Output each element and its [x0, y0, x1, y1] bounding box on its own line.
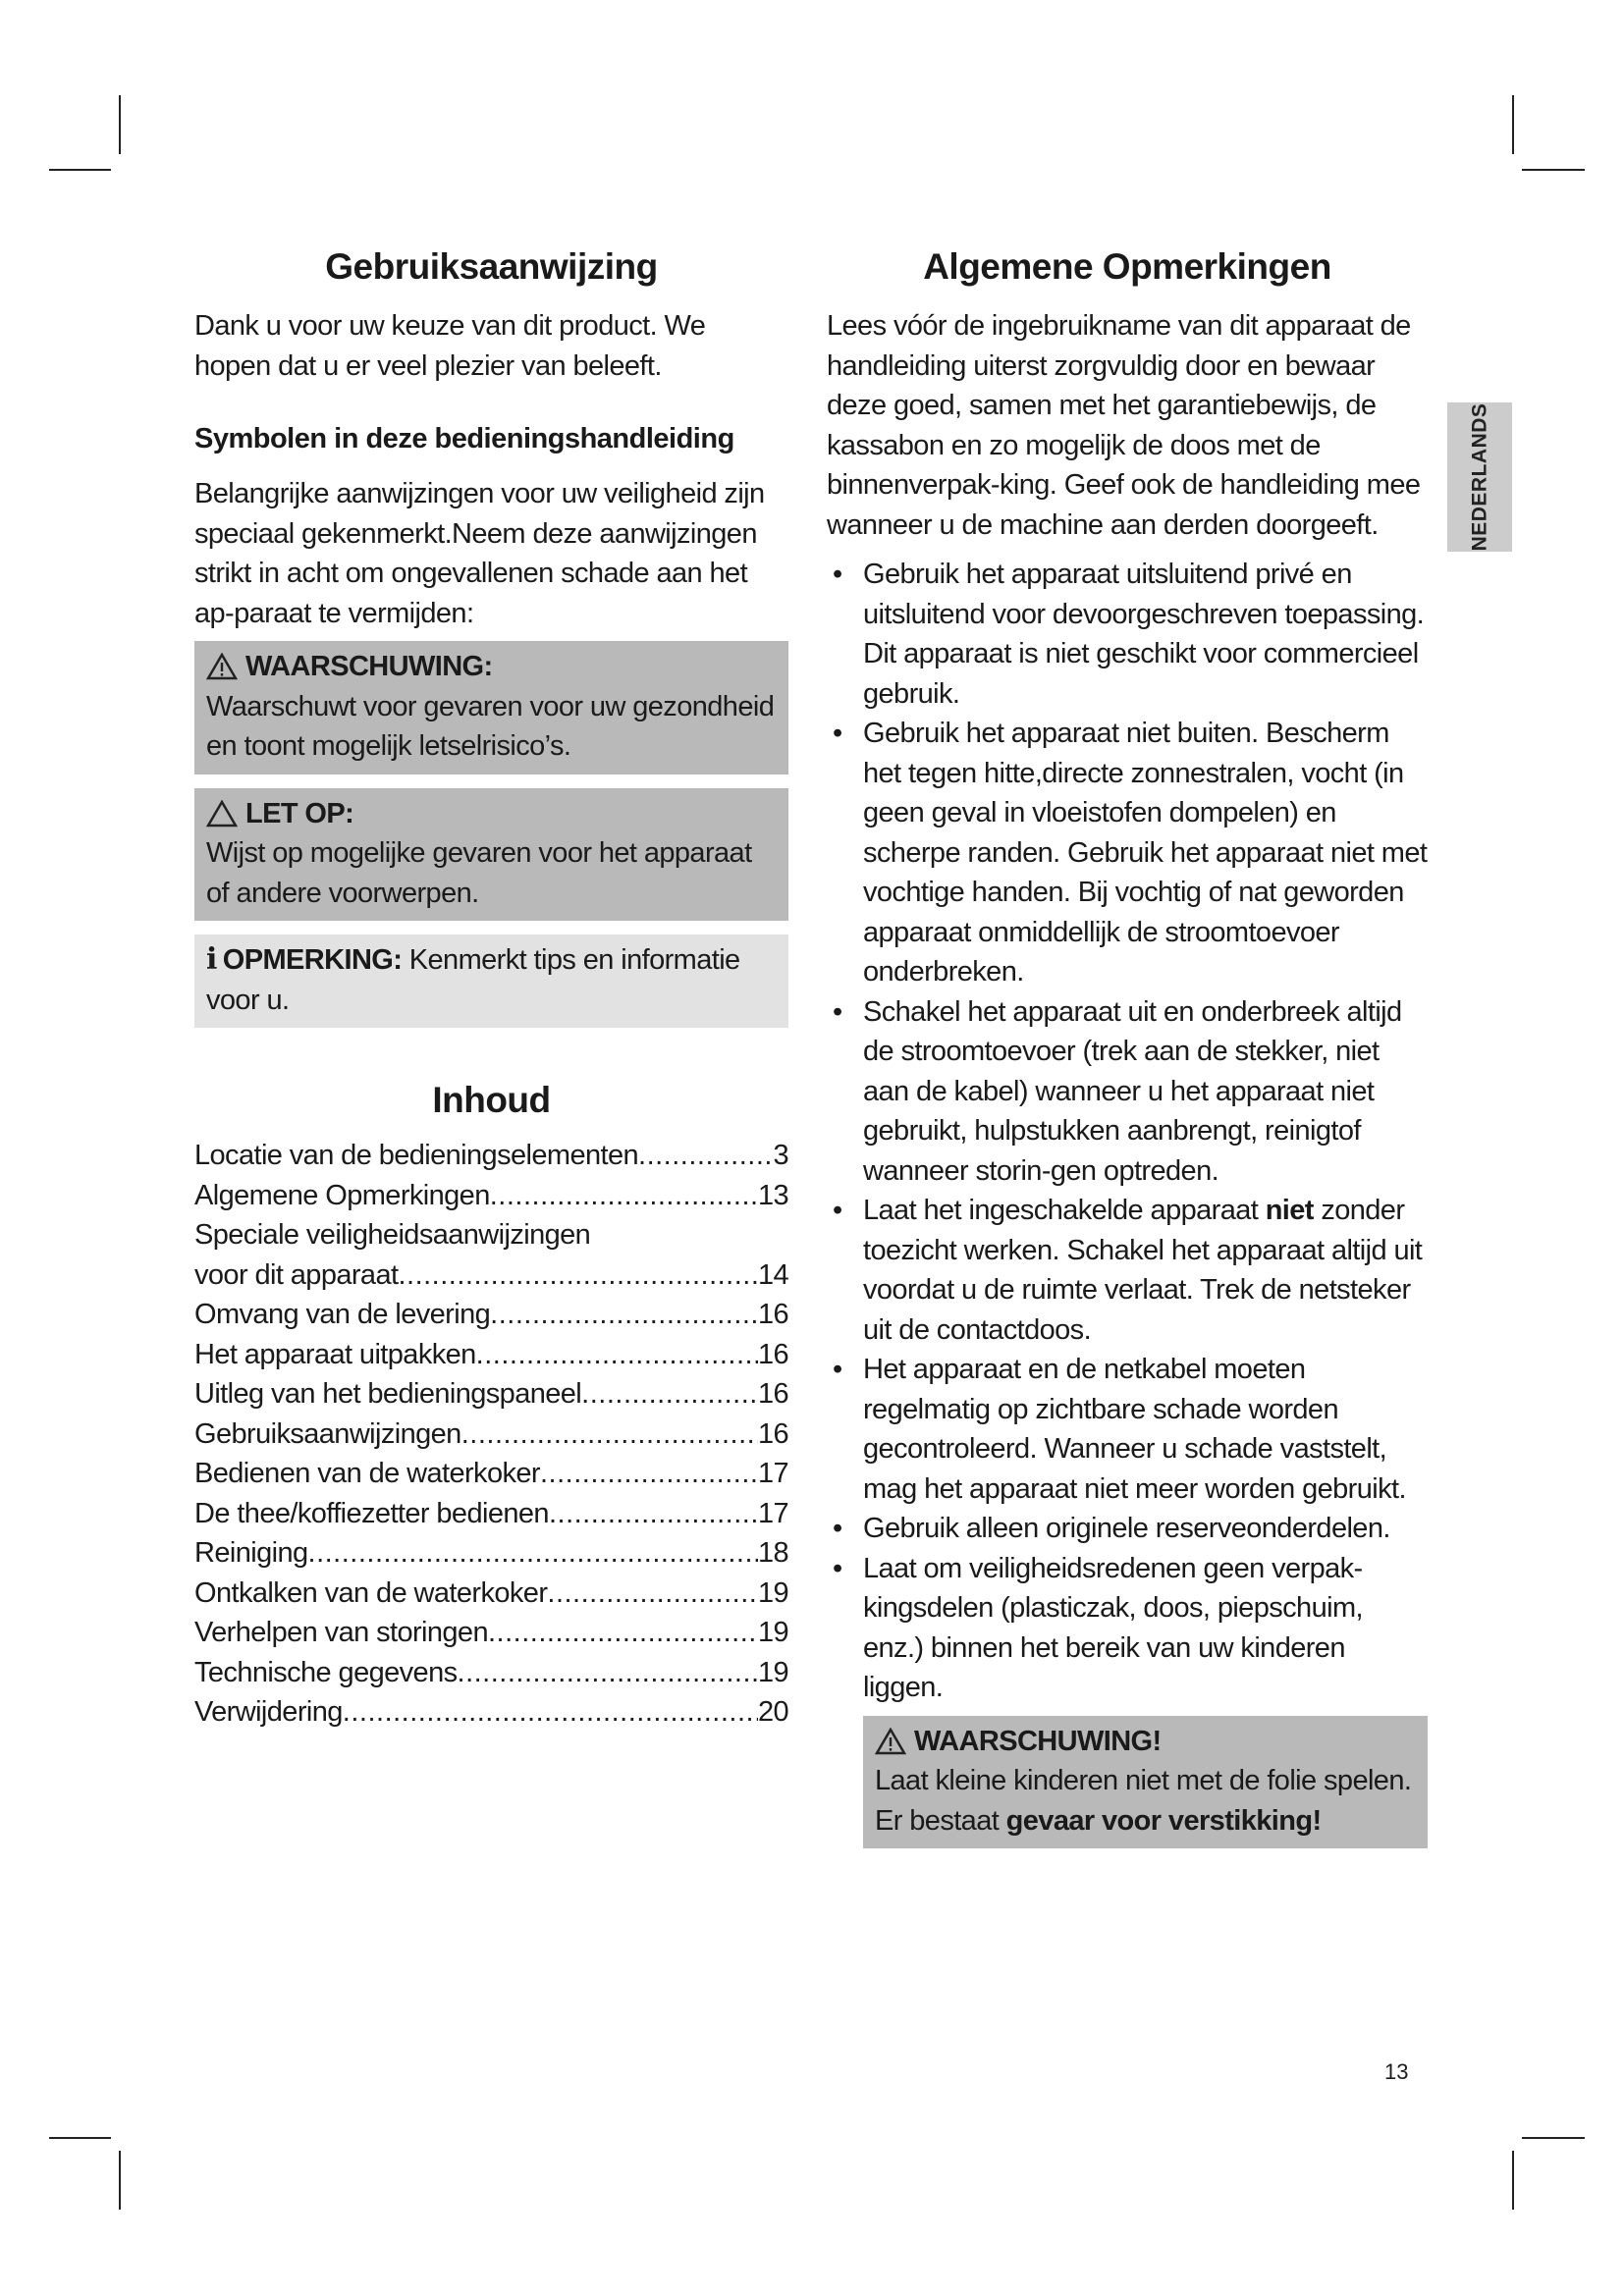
crop-mark — [119, 2151, 121, 2210]
left-column — [194, 245, 788, 1733]
caution-box — [194, 788, 788, 922]
crop-mark — [119, 95, 121, 154]
toc-entry: Speciale veiligheidsaanwijzingen — [194, 1219, 591, 1251]
list-item: • Laat het ingeschakelde apparaat niet zonder toezicht werken. Schakel het apparaat altijd uit voordat u de ruimte verlaat. Trek de netsteker uit de contactdoos. — [833, 1195, 1423, 1346]
list-item: • Het apparaat en de netkabel moeten regelmatig op zichtbare schade worden gecontroleerd. Wanneer u schade vaststelt, mag het apparaat niet meer worden gebruikt. — [833, 1354, 1406, 1505]
note-text: Kenmerkt tips en informatie voor u. — [206, 944, 740, 1016]
caution-title: LET OP: — [245, 797, 354, 829]
toc-entry: De thee/koffiezetter bedienen ..... 17 — [194, 1494, 788, 1534]
symbols-heading: Symbolen in deze bedieningshandleiding — [194, 423, 734, 454]
warning-box-title — [206, 647, 777, 687]
warning-box — [194, 641, 788, 774]
note-box — [194, 934, 788, 1028]
crop-mark — [1522, 2137, 1585, 2139]
toc-entry: Verwijdering ..... 20 — [194, 1692, 788, 1733]
toc-entry: Ontkalken van de waterkoker ..... 19 — [194, 1574, 788, 1614]
warning-icon — [206, 653, 238, 680]
choking-warning-box — [863, 1716, 1428, 1849]
warning-icon — [875, 1728, 906, 1755]
list-item: • Schakel het apparaat uit en onderbreek altijd de stroomtoevoer (trek aan de stekker, niet aan de kabel) wanneer u het apparaat niet gebruikt, hulpstukken aanbrengt, reinigtof wanneer storin-gen optreden. — [833, 995, 1402, 1187]
list-item: • Gebruik het apparaat uitsluitend privé en uitsluitend voor devoorgeschreven toepassing. Dit apparaat is niet geschikt voor commercieel gebruik. — [833, 559, 1425, 710]
caution-text: Wijst op mogelijke gevaren voor het apparaat of andere voorwerpen. — [206, 837, 752, 909]
toc-entry: voor dit apparaat ..... 14 — [194, 1255, 788, 1296]
safety-list — [827, 555, 1428, 1708]
language-tab-label: NEDERLANDS — [1468, 402, 1490, 552]
toc-entry: Uitleg van het bedieningspaneel ..... 16 — [194, 1374, 788, 1415]
language-tab — [1447, 402, 1512, 552]
intro-text: Dank u voor uw keuze van dit product. We hopen dat u er veel plezier van beleeft. — [194, 310, 706, 382]
choking-warning-title-row — [875, 1722, 1416, 1762]
page-number: 13 — [1384, 2059, 1409, 2084]
crop-mark — [49, 169, 111, 171]
toc-entry: Locatie van de bedieningselementen ..... 3 — [194, 1136, 788, 1176]
crop-mark — [1512, 95, 1514, 154]
section-title: Algemene Opmerkingen — [923, 246, 1331, 287]
table-of-contents — [194, 1136, 788, 1733]
choking-warning-text: Laat kleine kinderen niet met de folie spelen. Er bestaat gevaar voor verstikking! — [875, 1765, 1412, 1837]
caution-box-title — [206, 794, 777, 834]
info-icon: i — [206, 942, 217, 977]
toc-entry: Bedienen van de waterkoker ..... 17 — [194, 1454, 788, 1494]
crop-mark — [1522, 169, 1585, 171]
general-intro-text: Lees vóór de ingebruikname van dit apparaat de handleiding uiterst zorgvuldig door en bewaar deze goed, samen met het garantiebewijs, de kassabon en zo mogelijk de doos met de binnenverpak-king. Geef ook de handleiding mee wanneer u de machine aan derden doorgeeft. — [827, 310, 1421, 541]
list-item: • Laat om veiligheidsredenen geen verpak-kingsdelen (plasticzak, doos, piepschuim, enz.) binnen het bereik van uw kinderen liggen. — [833, 1552, 1363, 1703]
list-item: • Gebruik alleen originele reserveonderdelen. — [833, 1513, 1390, 1544]
toc-entry: Verhelpen van storingen ..... 19 — [194, 1613, 788, 1653]
list-item: • Gebruik het apparaat niet buiten. Bescherm het tegen hitte,directe zonnestralen, vocht (in geen geval in vloeistofen dompelen) en scherpe randen. Gebruik het apparaat niet met vochtige handen. Bij vochtig of nat geworden apparaat onmiddellijk de stroomtoevoer onderbreken. — [833, 718, 1428, 988]
symbols-text: Belangrijke aanwijzingen voor uw veiligheid zijn speciaal gekenmerkt.Neem deze aanwijzingen strikt in acht om ongevallenen schade aan het ap-paraat te vermijden: — [194, 478, 765, 629]
toc-entry: Gebruiksaanwijzingen ..... 16 — [194, 1415, 788, 1455]
right-column — [827, 245, 1428, 1848]
toc-title: Inhoud — [432, 1080, 551, 1120]
toc-entry: Omvang van de levering ..... 16 — [194, 1295, 788, 1335]
toc-entry: Technische gegevens ..... 19 — [194, 1653, 788, 1693]
toc-entry: Algemene Opmerkingen ..... 13 — [194, 1176, 788, 1216]
warning-title: WAARSCHUWING: — [245, 651, 493, 682]
caution-triangle-icon — [206, 800, 238, 828]
warning-text: Waarschuwt voor gevaren voor uw gezondheid en toont mogelijk letselrisico’s. — [206, 690, 775, 762]
toc-entry: Het apparaat uitpakken ..... 16 — [194, 1335, 788, 1375]
page-title: Gebruiksaanwijzing — [325, 246, 658, 287]
note-title: OPMERKING: — [222, 944, 403, 976]
crop-mark — [49, 2137, 111, 2139]
toc-entry: Reiniging ..... 18 — [194, 1533, 788, 1574]
crop-mark — [1512, 2151, 1514, 2210]
choking-warning-title: WAARSCHUWING! — [914, 1725, 1162, 1757]
